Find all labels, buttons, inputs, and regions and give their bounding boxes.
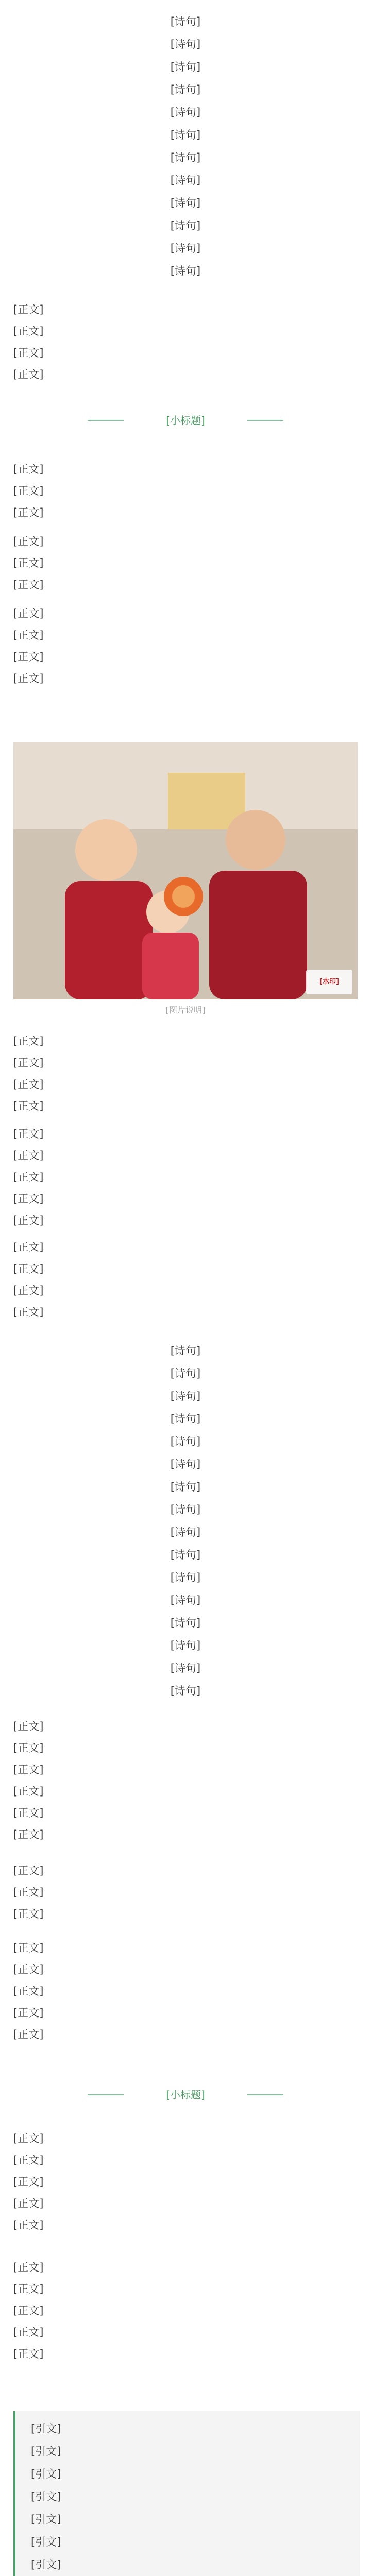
poem-line: [诗句] — [170, 219, 201, 232]
text-line: [正文] — [13, 1128, 44, 1140]
poem-line: [诗句] — [170, 83, 201, 96]
text-line: [正文] — [13, 2219, 44, 2231]
poem-line: [诗句] — [170, 265, 201, 277]
poem-line: [诗句] — [170, 1413, 201, 1425]
quote-line: [引文] — [31, 2558, 61, 2571]
poem-line: [诗句] — [170, 129, 201, 141]
text-line: [正文] — [13, 1284, 44, 1297]
poem-line: [诗句] — [170, 1571, 201, 1584]
poem-line: [诗句] — [170, 61, 201, 73]
text-line: [正文] — [13, 1193, 44, 1205]
text-line: [正文] — [13, 368, 44, 381]
text-line: [正文] — [13, 1241, 44, 1253]
poem-line: [诗句] — [170, 1345, 201, 1357]
paragraph — [13, 1860, 358, 1925]
text-line: [正文] — [13, 2176, 44, 2188]
section-heading-text: [小标题] — [166, 414, 205, 427]
poem-line: [诗句] — [170, 1435, 201, 1448]
poem-line: [诗句] — [170, 1685, 201, 1697]
text-line: [正文] — [13, 2326, 44, 2338]
photo-caption: [图片说明] — [165, 1005, 206, 1015]
text-line: [正文] — [13, 1149, 44, 1162]
text-line: [正文] — [13, 1078, 44, 1091]
family-photo — [13, 742, 358, 999]
poem-line: [诗句] — [170, 151, 201, 164]
text-line: [正文] — [13, 325, 44, 337]
paragraph — [13, 1236, 358, 1323]
quote-line: [引文] — [31, 2490, 61, 2503]
text-line: [正文] — [13, 2348, 44, 2360]
poem-line: [诗句] — [170, 106, 201, 118]
text-line: [正文] — [13, 2197, 44, 2210]
heading-rule-left — [88, 420, 124, 421]
text-line: [正文] — [13, 1785, 44, 1798]
paragraph — [13, 531, 358, 596]
poem-line: [诗句] — [170, 1367, 201, 1380]
quote-block — [13, 2411, 360, 2576]
poem-line: [诗句] — [170, 1390, 201, 1402]
text-line: [正文] — [13, 1035, 44, 1047]
text-line: [正文] — [13, 485, 44, 497]
watermark-logo: [水印] — [306, 970, 352, 994]
text-line: [正文] — [13, 1742, 44, 1754]
section-heading — [88, 407, 283, 434]
text-line: [正文] — [13, 347, 44, 359]
quote-line: [引文] — [31, 2513, 61, 2526]
text-line: [正文] — [13, 1214, 44, 1227]
paragraph — [13, 459, 358, 523]
poem-middle — [0, 1340, 371, 1702]
poem-line: [诗句] — [170, 174, 201, 187]
text-line: [正文] — [13, 1886, 44, 1899]
poem-line: [诗句] — [170, 1549, 201, 1561]
quote-line: [引文] — [31, 2422, 61, 2435]
text-line: [正文] — [13, 1306, 44, 1318]
poem-top — [0, 10, 371, 282]
heading-rule-left — [88, 2094, 124, 2095]
text-line: [正文] — [13, 1720, 44, 1733]
paragraph — [13, 1716, 358, 1845]
text-line: [正文] — [13, 1865, 44, 1877]
poem-line: [诗句] — [170, 197, 201, 209]
text-line: [正文] — [13, 1807, 44, 1819]
section-heading-text: [小标题] — [166, 2089, 205, 2101]
poem-line: [诗句] — [170, 1503, 201, 1516]
text-line: [正文] — [13, 1942, 44, 1954]
intro-paragraph — [13, 299, 358, 385]
heading-rule-right — [247, 2094, 283, 2095]
poem-line: [诗句] — [170, 1526, 201, 1538]
text-line: [正文] — [13, 506, 44, 519]
paragraph — [13, 2257, 358, 2365]
text-line: [正文] — [13, 2283, 44, 2295]
text-line: [正文] — [13, 2028, 44, 2041]
paragraph — [13, 1030, 358, 1117]
text-line: [正文] — [13, 2154, 44, 2166]
text-line: [正文] — [13, 651, 44, 663]
paragraph — [13, 603, 358, 689]
poem-line: [诗句] — [170, 1639, 201, 1652]
text-line: [正文] — [13, 1828, 44, 1841]
poem-line: [诗句] — [170, 1594, 201, 1606]
text-line: [正文] — [13, 2007, 44, 2019]
text-line: [正文] — [13, 2132, 44, 2145]
poem-line: [诗句] — [170, 1617, 201, 1629]
text-line: [正文] — [13, 607, 44, 620]
poem-line: [诗句] — [170, 15, 201, 28]
text-line: [正文] — [13, 557, 44, 569]
poem-line: [诗句] — [170, 1662, 201, 1674]
text-line: [正文] — [13, 1057, 44, 1069]
text-line: [正文] — [13, 1764, 44, 1776]
text-line: [正文] — [13, 672, 44, 685]
text-line: [正文] — [13, 2261, 44, 2274]
paragraph — [13, 1937, 358, 2045]
poem-line: [诗句] — [170, 38, 201, 50]
text-line: [正文] — [13, 1263, 44, 1275]
section-heading — [88, 2081, 283, 2108]
poem-line: [诗句] — [170, 242, 201, 255]
text-line: [正文] — [13, 1963, 44, 1976]
text-line: [正文] — [13, 303, 44, 316]
text-line: [正文] — [13, 1908, 44, 1920]
text-line: [正文] — [13, 1985, 44, 1997]
photo-illustration — [13, 742, 358, 999]
quote-line: [引文] — [31, 2468, 61, 2480]
paragraph — [13, 2128, 358, 2236]
text-line: [正文] — [13, 579, 44, 591]
paragraph — [13, 1123, 358, 1231]
heading-rule-right — [247, 420, 283, 421]
text-line: [正文] — [13, 629, 44, 641]
quote-line: [引文] — [31, 2536, 61, 2548]
quote-line: [引文] — [31, 2445, 61, 2458]
text-line: [正文] — [13, 1100, 44, 1112]
text-line: [正文] — [13, 1171, 44, 1183]
poem-line: [诗句] — [170, 1481, 201, 1493]
text-line: [正文] — [13, 463, 44, 476]
poem-line: [诗句] — [170, 1458, 201, 1470]
text-line: [正文] — [13, 535, 44, 548]
text-line: [正文] — [13, 2304, 44, 2317]
